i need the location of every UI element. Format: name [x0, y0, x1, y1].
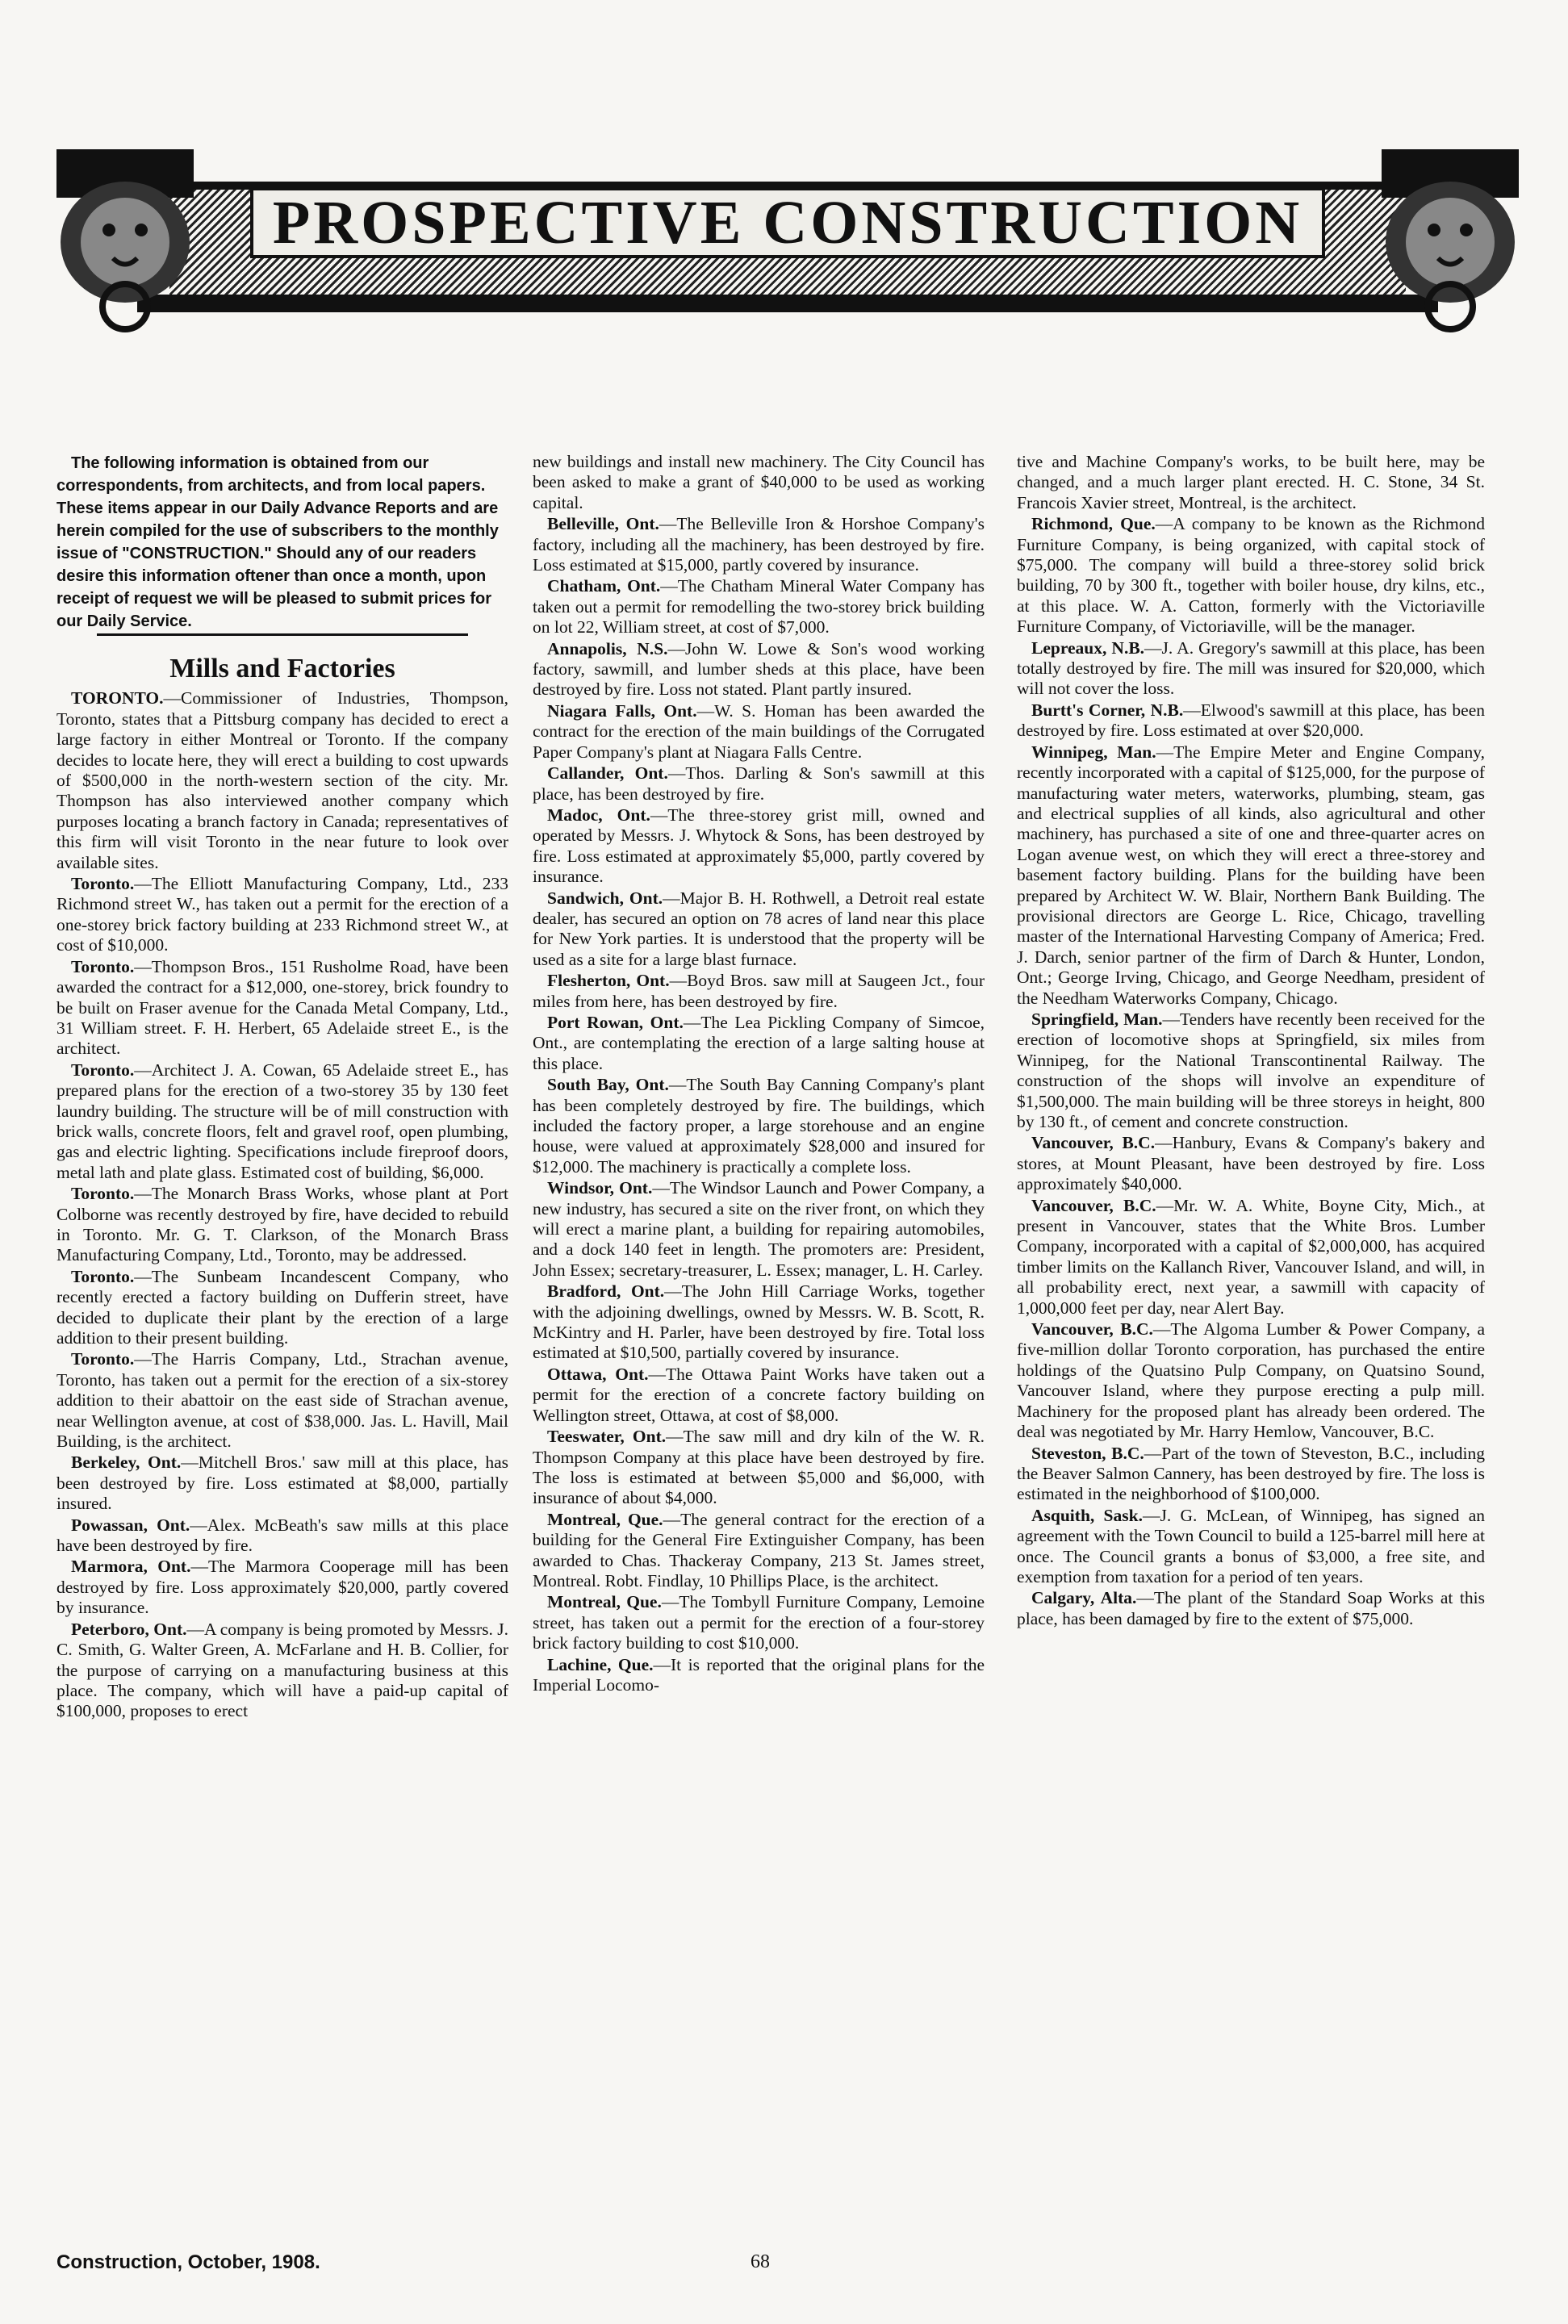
news-item: [1017, 452, 1485, 513]
news-item-dateline: Lachine, Que.: [547, 1654, 654, 1674]
news-item-text: —The Chatham Mineral Water Company has taken out a permit for remodelling the two-storey brick building on lot 22, William street, at cost of $7,000.: [533, 576, 985, 637]
news-item: [1017, 1506, 1485, 1588]
news-item-dateline: Flesherton, Ont.: [547, 971, 670, 991]
news-item: [1017, 1133, 1485, 1194]
news-item-dateline: Toronto.: [71, 1349, 135, 1369]
news-item-text: —Thompson Bros., 151 Rusholme Road, have been awarded the contract for a $12,000, one-storey, brick foundry to be built on Fraser avenue for the Canada Metal Company, Ltd., 31 William street. F. H. Herbert, 65 Adelaide street E., is the architect.: [56, 956, 508, 1059]
news-item-dateline: Asquith, Sask.: [1031, 1505, 1143, 1525]
news-item-dateline: Burtt's Corner, N.B.: [1031, 700, 1184, 720]
news-item: [533, 1013, 985, 1074]
news-item: [56, 874, 508, 956]
news-item-dateline: Sandwich, Ont.: [547, 888, 663, 908]
intro-notice: The following information is obtained from our correspondents, from architects, and from local papers. These items appear in our Daily Advance Reports and are herein compiled for the use of subscribers to the monthly issue of "CONSTRUCTION." Should any of our readers desire this information oftener than once a month, upon receipt of request we will be pleased to submit prices for our Daily Service.: [56, 454, 499, 630]
news-item-text: —The Monarch Brass Works, whose plant at Port Colborne was recently destroyed by fire, have decided to rebuild in Toronto. Mr. G. T. Clarkson, of the Monarch Brass Manufacturing Company, Ltd., Toronto, may be addressed.: [56, 1184, 508, 1265]
news-item-text: —The three-storey grist mill, owned and operated by Messrs. J. Whytock & Sons, has been destroyed by fire. Loss estimated at approximately $5,000, partly covered by insurance.: [533, 805, 985, 887]
news-item-dateline: Annapolis, N.S.: [547, 638, 668, 658]
news-item: [56, 1060, 508, 1183]
news-item-text: —Tenders have recently been received for the erection of locomotive shops at Springfield, six miles from Winnipeg, for the National Transcontinental Railway. The construction of the shops will involve an expenditure of $1,500,000. The main building will be three storeys in height, 800 by 130 ft., of cement and concrete construction.: [1017, 1009, 1485, 1131]
news-item: [533, 1281, 985, 1364]
news-item-text: —The Windsor Launch and Power Company, a new industry, has secured a site on the river front, on which they will erect a marine plant, a building for repairing automobiles, and a dock 140 feet in length. The promoters are: President, John Essex; secretary-treasurer, L. Essex; manager, L. H. Carley.: [533, 1178, 985, 1280]
news-item-dateline: Bradford, Ont.: [547, 1281, 665, 1302]
news-item: [533, 1178, 985, 1281]
news-item: [533, 888, 985, 971]
news-item: [56, 1452, 508, 1514]
news-item-text: —It is reported that the original plans for the Imperial Locomo-: [533, 1654, 985, 1695]
news-item-text: —Hanbury, Evans & Company's bakery and stores, at Mount Pleasant, have been destroyed by fire. Loss approximately $40,000.: [1017, 1133, 1485, 1194]
news-item-text: —Boyd Bros. saw mill at Saugeen Jct., four miles from here, has been destroyed by fire.: [533, 971, 985, 1011]
news-item: [56, 1620, 508, 1722]
news-item-text: —The Harris Company, Ltd., Strachan avenue, Toronto, has taken out a permit for the erection of a six-storey addition to their abattoir on the east side of Strachan avenue, near Wellington avenue, at cost of $38,000. Jas. L. Havill, Mail Building, is the architect.: [56, 1349, 508, 1452]
news-item: [56, 688, 508, 873]
news-item-dateline: Berkeley, Ont.: [71, 1452, 182, 1473]
news-item-text: —Architect J. A. Cowan, 65 Adelaide street E., has prepared plans for the erection of a two-storey 35 by 130 feet laundry building. The structure will be of mill construction with brick walls, concrete floors, felt and gravel roof, open plumbing, gas and electric lighting. Specifications include fireproof doors, metal lath and plate glass. Estimated cost of building, $6,000.: [56, 1060, 508, 1182]
news-item-dateline: Vancouver, B.C.: [1031, 1195, 1156, 1215]
news-item-text: —J. A. Gregory's sawmill at this place, has been totally destroyed by fire. The mill was insured for $20,000, which will not cover the loss.: [1017, 637, 1485, 699]
news-item-dateline: Winnipeg, Man.: [1031, 742, 1156, 762]
news-item-text: —The plant of the Standard Soap Works at this place, has been damaged by fire to the extent of $75,000.: [1017, 1588, 1485, 1628]
news-item-dateline: Peterboro, Ont.: [71, 1619, 187, 1639]
divider-rule: [97, 633, 467, 636]
banner-base-bar: [137, 295, 1438, 312]
banner-title-plate: [250, 187, 1325, 258]
news-item-dateline: TORONTO.: [71, 688, 164, 708]
news-item-text: —The Marmora Cooperage mill has been destroyed by fire. Loss approximately $20,000, partly covered by insurance.: [56, 1557, 508, 1618]
news-item: [56, 1349, 508, 1452]
news-item: [533, 1510, 985, 1592]
news-item-text: —The South Bay Canning Company's plant has been completely destroyed by fire. The buildings, which included the factory proper, a large storehouse and an engine house, were valued at approximately $28,000 and insured for $12,000. The machinery is practically a complete loss.: [533, 1075, 985, 1177]
column-1-items: [56, 688, 508, 1721]
news-item: [1017, 1588, 1485, 1629]
column-3-items: [1017, 452, 1485, 1629]
news-item-dateline: Port Rowan, Ont.: [547, 1012, 684, 1032]
news-item: [1017, 1319, 1485, 1442]
news-item-text: —The Tombyll Furniture Company, Lemoine street, has taken out a permit for the erection of a four-storey brick factory building to cost $10,000.: [533, 1592, 985, 1653]
news-item-text: —Mitchell Bros.' saw mill at this place, has been destroyed by fire. Loss estimated at $8,000, partially insured.: [56, 1452, 508, 1514]
news-item-dateline: Vancouver, B.C.: [1031, 1133, 1156, 1153]
section-banner: [48, 137, 1527, 347]
column-2: [533, 452, 985, 1696]
news-item: [533, 1365, 985, 1426]
news-item-text: —Commissioner of Industries, Thompson, Toronto, states that a Pittsburg company has decided to erect a large factory in either Montreal or Toronto. If the company decides to locate here, they will erect a building to cost upwards of $500,000 in the north-western section of the city. Mr. Thompson has also interviewed another company which purposes locating a branch factory in Canada; representatives of this firm will visit Toronto in the near future to look over available sites.: [56, 688, 508, 872]
issue-footer: Construction, October, 1908.: [56, 2251, 320, 2273]
news-item-text: —The general contract for the erection of a building for the General Fire Extinguisher Company, has been awarded to Chas. Thackeray Company, 213 St. James street, Montreal. Robt. Findlay, 10 Phillips Place, is the architect.: [533, 1509, 985, 1590]
news-item-dateline: Vancouver, B.C.: [1031, 1319, 1153, 1340]
news-item-dateline: Chatham, Ont.: [547, 576, 661, 596]
news-item-dateline: Toronto.: [71, 874, 135, 894]
news-item: [1017, 638, 1485, 700]
news-item: [533, 1075, 985, 1177]
news-item-text: —The Sunbeam Incandescent Company, who recently erected a factory building on Dufferin street, have decided to duplicate their plant by the erection of a large addition to their present building.: [56, 1266, 508, 1348]
news-item-dateline: Powassan, Ont.: [71, 1515, 190, 1535]
news-item: [533, 971, 985, 1012]
news-item-text: —The saw mill and dry kiln of the W. R. Thompson Company at this place have been destroyed by fire. The loss is estimated at between $5,000 and $6,000, with insurance of about $4,000.: [533, 1427, 985, 1508]
news-item-text: —Alex. McBeath's saw mills at this place have been destroyed by fire.: [56, 1515, 508, 1556]
column-3: [1017, 452, 1485, 1630]
news-item-dateline: Steveston, B.C.: [1031, 1443, 1144, 1463]
news-item: [56, 1267, 508, 1349]
news-item-text: —John W. Lowe & Son's wood working factory, sawmill, and lumber sheds at this place, have been destroyed by fire. Loss not stated. Plant partly insured.: [533, 638, 985, 700]
news-item: [533, 1427, 985, 1509]
news-item: [533, 452, 985, 513]
news-item-text: —The Elliott Manufacturing Company, Ltd., 233 Richmond street W., has taken out a permit for the erection of a one-storey brick factory building at 233 Richmond street W., at cost of $10,000.: [56, 874, 508, 955]
lion-head-ornament-right-icon: [1374, 145, 1527, 339]
news-item-text: —W. S. Homan has been awarded the contract for the erection of the main buildings of the Corrugated Paper Company's plant at Niagara Falls Centre.: [533, 700, 985, 762]
news-item-dateline: Calgary, Alta.: [1031, 1588, 1137, 1608]
news-item-text: —The Ottawa Paint Works have taken out a permit for the erection of a concrete factory building on Wellington street, Ottawa, at cost of $8,000.: [533, 1364, 985, 1425]
column-1: [56, 452, 508, 1723]
news-item-text: —The Algoma Lumber & Power Company, a five-million dollar Toronto corporation, has purchased the entire holdings of the Quatsino Pulp Company, on Quatsino Sound, Vancouver Island, where they purpose erecting a pulp mill. Machinery for the proposed plant has already been ordered. The deal was negotiated by Mr. Harry Hemlow, Vancouver, B.C.: [1017, 1319, 1485, 1442]
news-item-text: tive and Machine Company's works, to be built here, may be changed, and a much larger plant erected. H. C. Stone, 34 St. Francois Xavier street, Montreal, is the architect.: [1017, 452, 1485, 512]
news-item-dateline: Montreal, Que.: [547, 1592, 662, 1612]
news-item-dateline: Toronto.: [71, 1266, 135, 1286]
news-item: [1017, 1196, 1485, 1319]
news-item-dateline: Windsor, Ont.: [547, 1178, 653, 1198]
news-item-dateline: Toronto.: [71, 1060, 135, 1080]
news-item-text: —Elwood's sawmill at this place, has been destroyed by fire. Loss estimated at over $20,000.: [1017, 700, 1485, 741]
news-item-text: —The Empire Meter and Engine Company, recently incorporated with a capital of $125,000, for the purpose of manufacturing water meters, waterworks, plumbing, steam, gas and electrical supplies of all kinds, also agricultural and other machinery, has purchased a site of one and three-quarter acres on Logan avenue west, on which they will erect a three-storey and basement factory building. Plans for the building have been prepared by Architect W. W. Blair, Northern Bank Building. The provisional directors are George L. Rice, Chicago, travelling master of the International Harvesting Company of America; Fred. J. Darch, senior partner of the firm of Darch & Hunter, London, Ont.; George Irving, Chicago, and George Needham, president of the Needham Waterworks Company, Chicago.: [1017, 742, 1485, 1008]
news-item-dateline: Montreal, Que.: [547, 1509, 663, 1529]
news-item-text: new buildings and install new machinery. The City Council has been asked to make a grant of $40,000 to be used as working capital.: [533, 452, 985, 512]
news-item: [1017, 742, 1485, 1009]
news-item-text: —Part of the town of Steveston, B.C., including the Beaver Salmon Cannery, has been destroyed by fire. The loss is estimated in the neighborhood of $100,000.: [1017, 1443, 1486, 1504]
news-item: [56, 1184, 508, 1266]
page-number: 68: [751, 2251, 770, 2272]
banner-title: PROSPECTIVE CONSTRUCTION: [272, 188, 1303, 257]
news-item-text: —A company is being promoted by Messrs. J. C. Smith, G. Walter Green, A. McFarlane and H. B. Collier, for the purpose of carrying on a manufacturing business at this place. The company, which will have a paid-up capital of $100,000, proposes to erect: [56, 1619, 508, 1721]
news-item: [1017, 514, 1485, 637]
news-item: [533, 639, 985, 700]
column-2-items: [533, 452, 985, 1695]
news-item: [1017, 1009, 1485, 1132]
news-item-text: —A company to be known as the Richmond Furniture Company, is being organized, with capital stock of $75,000. The company will build a three-storey solid brick building, 70 by 300 ft., together with boiler house, dry kilns, etc., at this place. W. A. Catton, formerly with the Victoriaville Furniture Company, of Victoriaville, will be the manager.: [1017, 514, 1485, 637]
news-item-text: —The Belleville Iron & Horshoe Company's factory, including all the machinery, has been destroyed by fire. Loss estimated at $15,000, partly covered by insurance.: [533, 514, 985, 575]
section-heading: Mills and Factories: [169, 654, 395, 683]
news-item-dateline: Belleville, Ont.: [547, 514, 659, 534]
news-item-dateline: Toronto.: [71, 1184, 135, 1204]
news-item-dateline: Teeswater, Ont.: [547, 1427, 667, 1447]
news-item: [533, 514, 985, 575]
news-item-text: —Major B. H. Rothwell, a Detroit real estate dealer, has secured an option on 78 acres of land near this place for New York parties. It is understood that the property will be used as a site for a large blast furnace.: [533, 888, 985, 969]
news-item-dateline: Madoc, Ont.: [547, 805, 650, 825]
news-item: [533, 701, 985, 763]
news-item-dateline: Richmond, Que.: [1031, 514, 1156, 534]
news-item: [56, 1557, 508, 1618]
news-item: [533, 763, 985, 805]
news-item-text: —The Lea Pickling Company of Simcoe, Ont., are contemplating the erection of a large salting house at this place.: [533, 1012, 985, 1073]
news-item-dateline: South Bay, Ont.: [547, 1075, 669, 1095]
news-item-dateline: Marmora, Ont.: [71, 1557, 191, 1577]
news-item-dateline: Ottawa, Ont.: [547, 1364, 649, 1384]
news-item: [533, 1655, 985, 1696]
lion-head-ornament-left-icon: [48, 145, 202, 339]
news-item: [56, 1515, 508, 1557]
news-item-dateline: Lepreaux, N.B.: [1031, 637, 1145, 658]
news-item: [56, 957, 508, 1060]
news-item: [1017, 700, 1485, 742]
news-item-text: —J. G. McLean, of Winnipeg, has signed an agreement with the Town Council to build a 125-barrel mill here at once. The Council grants a bonus of $3,000, a free site, and exemption from taxation for a period of ten years.: [1017, 1505, 1485, 1586]
news-item-text: —Mr. W. A. White, Boyne City, Mich., at present in Vancouver, states that the White Bros. Lumber Company, incorporated with a capital of $2,000,000, has acquired timber limits on the Kallanch River, Vancouver Island, and will, in all probability erect, next year, a sawmill with capacity of 1,000,000 feet per day, near Alert Bay.: [1017, 1195, 1485, 1318]
news-item-dateline: Toronto.: [71, 956, 135, 976]
news-item-dateline: Callander, Ont.: [547, 763, 668, 784]
news-item-text: —The John Hill Carriage Works, together with the adjoining dwellings, owned by Messrs. W. B. Scott, R. McKintry and H. Parler, have been destroyed by fire. Total loss estimated at $10,500, partially covered by insurance.: [533, 1281, 985, 1363]
news-item: [533, 1592, 985, 1653]
news-item-text: —Thos. Darling & Son's sawmill at this place, has been destroyed by fire.: [533, 763, 985, 804]
news-item: [533, 805, 985, 888]
news-item-dateline: Springfield, Man.: [1031, 1009, 1163, 1029]
news-item: [1017, 1444, 1485, 1505]
news-item-dateline: Niagara Falls, Ont.: [547, 700, 697, 721]
news-item: [533, 576, 985, 637]
